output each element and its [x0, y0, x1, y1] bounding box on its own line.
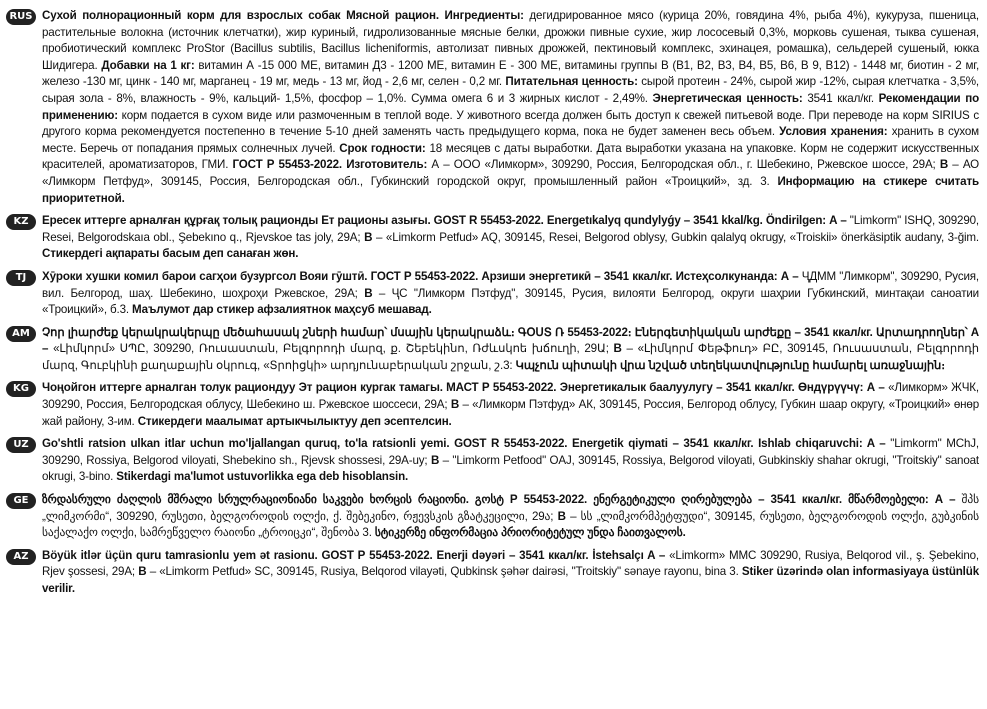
bold-text: В — [364, 286, 373, 300]
body-text: корм подается в сухом виде или размоченным в теплой воде. У животного всегда должен быть доступ к свежей питьевой воде. При переводе на корм SIRIUS с другого корма рекомендуется постепенно в течение 5-10 дней заменять часть предыдущего корма, пока не будет заменен весь объем. — [42, 108, 979, 139]
bold-text: Ересек иттерге арналған құрғақ толық рационды Ет рационы азығы. GOST R 55453-2022. Energetıkalyq qundylyǵy – 3541 kkal/kg. Öndirilgen: А – — [42, 214, 850, 228]
body-text: – АО «Лимкорм Петфуд», 309145, Россия, Белгородская обл., Губкинский городской округ, промышленный район «Троицкий», зд. 3. — [42, 158, 980, 188]
bold-text: სტიკერზე ინფორმაცია პრიორიტეტულ უნდა ჩაითვალოს. — [374, 526, 686, 540]
language-badge: KG — [6, 381, 36, 397]
section-text — [42, 492, 979, 542]
section-tj — [6, 269, 979, 319]
body-text: хранить в сухом месте. Беречь от попадания прямых солнечных лучей. — [42, 125, 980, 155]
language-badge: RUS — [6, 9, 36, 25]
body-text: – სს „ლიმკორმპეტფუდი“, 309145, რუსეთი, ბელგოროდის ოლქი, გუბკინის საქალაქო ოლქი, სამრეწველო რაიონი „ტროიცკი“, შენობა 3. — [42, 509, 980, 540]
bold-text: Böyük itlər üçün quru tamrasionlu yem ət rasionu. GOST Р 55453-2022. Enerji dəyəri – 3541 ккал/кг. İstehsalçı A – — [42, 548, 670, 562]
body-text: А – ООО «Лимкорм», 309290, Россия, Белгородская обл., г. Шебекино, Ржевское шоссе, 29А; — [431, 158, 940, 172]
bold-text: Չոր լիարժեք կերակրակերպը մեծահասակ շների համար՝ մսային կերակրաձև։ ԳՕՍՏ Ռ 55453-2022։ Էներգետիկական արժեքը – 3541 ккал/кг. Արտադրողներ՝ А – — [42, 325, 979, 356]
language-badge: GE — [6, 493, 36, 509]
bold-text: Сухой полнорационный корм для взрослых собак Мясной рацион. Ингредиенты: — [42, 9, 530, 22]
bold-text: B — [138, 565, 147, 579]
section-text — [42, 269, 979, 319]
section-text — [42, 325, 979, 375]
language-badge: KZ — [6, 214, 36, 230]
section-az — [6, 548, 979, 598]
section-rus — [6, 8, 979, 207]
body-text: "Limkorm" MChJ, 309290, Rossiya, Belgorod viloyati, Shebekino sh., Rjevsk shossesi, 29A-uy; — [42, 437, 979, 467]
section-am — [6, 325, 979, 375]
bold-text: B — [613, 342, 622, 356]
body-text: – «Limkorm Petfud» AQ, 309145, Resei, Belgorod oblysy, Gubkin qalalyq okrugy, «Troiskii» önerkäsiptik audany, 3-ğim. — [372, 230, 979, 244]
language-badge: UZ — [6, 437, 36, 453]
section-kz — [6, 213, 979, 263]
bold-text: Условия хранения: — [779, 125, 892, 139]
section-kg — [6, 380, 979, 430]
bold-text: Go'shtli ratsion ulkan itlar uchun mo'ljallangan quruq, to'la ratsionli yemi. GOST R 55453-2022. Energetik qiymati – 3541 ккал/кг. Ishlab chiqaruvchi: A – — [42, 437, 891, 451]
bold-text: ზრდასრული ძაღლის მშრალი სრულრაციონიანი საკვები ხორცის რაციონი. გოსტ Р 55453-2022. ენერგეტიკული ღირებულება – 3541 ккал/кг. მწარმოებელი: А – — [42, 493, 962, 507]
bold-text: Стикердеги маалымат артыкчылыктуу деп эсептелсин. — [137, 414, 452, 428]
bold-text: Stiker üzərində olan informasiyaya üstünlük verilir. — [42, 565, 979, 595]
bold-text: Стикердегі ақпараты басым деп санаған жөн. — [42, 247, 299, 261]
body-text: «Лимкорм» ЖЧК, 309290, Россия, Белгородская облусу, Шебекино ш. Ржевское шоссеси, 29А; — [42, 381, 979, 412]
section-text — [42, 436, 979, 486]
body-text: дегидрированное мясо (курица 20%, говядина 4%, рыба 4%), кукуруза, пшеница, растительные волокна (источник клетчатки), жир куриный, гидролизованные мясные белки, дрожжи пивные сухие, жир лососевый 0,3%, морковь сушеная, тыква сушеная, пробиотический комплекс ProStor (Bacillus subtilis, Bacillus licheniformis, автолизат пивных дрожжей, пектиновый комплекс, эхинацея, ромашка), сельдерей сушеный, юкка Шидигера. — [42, 9, 979, 72]
body-text: – ҶС "Лимкорм Пэтфуд", 309145, Русия, вилояти Белгород, округи шаҳрии Губкинский, минтақаи саноатии «Троицкий», б.3. — [42, 286, 980, 317]
bold-text: В — [557, 509, 566, 523]
bold-text: Информацию на стикере считать приоритетной. — [42, 174, 979, 205]
bold-text: Хӯроки хушки комил барои сагҳои бузургсол Вояи гӯштӣ. ГОСТ Р 55453-2022. Арзиши энергетикӣ – 3541 ккал/кг. Истеҳсолкунанда: А – — [42, 269, 802, 283]
bold-text: B — [364, 230, 373, 244]
section-text — [42, 8, 979, 207]
bold-text: В — [450, 398, 460, 412]
body-text: «Լիմկորմ» ՍՊԸ, 309290, Ռուսաստան, Բելգորոդի մարզ, ք. Շեբեկինո, Ռժևսկոե խճուղի, 29Ա; — [53, 342, 614, 356]
bold-text: ГОСТ Р 55453-2022. Изготовитель: — [232, 158, 432, 172]
body-text: ҶДММ "Лимкорм", 309290, Русия, вил. Белгород, шаҳ. Шебекино, шоҳроҳи Ржевское, 29А; — [42, 269, 979, 300]
section-ge — [6, 492, 979, 542]
body-text: 18 месяцев с даты выработки. Дата выработки указана на упаковке. Корм не содержит искусственных красителей, ароматизаторов, ГМИ. — [42, 141, 979, 172]
body-text: 3541 ккал/кг. — [807, 91, 879, 105]
bold-text: Маълумот дар стикер афзалиятнок маҳсуб мешавад. — [132, 303, 432, 317]
bold-text: Կպչուն պիտակի վրա նշված տեղեկատվությունը համարել առաջնային։ — [515, 358, 945, 372]
body-text: – «Լիմկորմ Փեթֆուդ» ԲԸ, 309145, Ռուսաստան, Բելգորոդի մարզ, Գուբկինի քաղաքային օկրուգ, «Տրոիցկի» արդյունաբերական շրջան, շ.3: — [42, 342, 979, 372]
section-text — [42, 548, 979, 598]
body-text: витамин А -15 000 МЕ, витамин Д3 - 1200 МЕ, витамин Е - 300 МЕ, витамины группы В (В1, В2, В3, В4, В5, В6, В 9, В12) - 1448 мг, биотин - 2 мг, железо -130 мг, цинк - 140 мг, марганец - 19 мг, медь - 13 мг, йод - 2,6 мг, селен - 0,2 мг. — [42, 58, 980, 89]
bold-text: Добавки на 1 кг: — [101, 58, 199, 72]
body-text: – «Лимкорм Пэтфуд» АК, 309145, Россия, Белгород облусу, Губкин шаар округу, «Троицкий» өнөр жай району, 3-им. — [42, 398, 979, 428]
section-text — [42, 380, 979, 430]
bold-text: Энергетическая ценность: — [652, 91, 808, 105]
language-badge: AZ — [6, 549, 36, 565]
body-text: – «Limkorm Petfud» SC, 309145, Rusiya, Belqorod vilayəti, Qubkinsk şəhər dairəsi, "Troitskiy" sənaye rayonu, bina 3. — [146, 565, 742, 579]
body-text: – "Limkorm Petfood" OAJ, 309145, Rossiya, Belgorod viloyati, Gubkinskiy shahar okrugi, "Troitskiy" sanoat okrugi, 3-bino. — [42, 453, 979, 484]
section-uz — [6, 436, 979, 486]
bold-text: В — [939, 158, 949, 172]
section-text — [42, 213, 979, 263]
body-text: «Limkorm» MMC 309290, Rusiya, Belqorod vil., ş. Şebekino, Rjev şossesi, 29A; — [42, 548, 979, 579]
bold-text: Питательная ценность: — [505, 75, 642, 89]
bold-text: Рекомендации по применению: — [42, 91, 980, 122]
language-badge: TJ — [6, 270, 36, 286]
body-text: "Limkorm" ISHQ, 309290, Resei, Belgorodskaıa obl., Şebekıno q., Rjevskoe tas joly, 29A; — [42, 214, 979, 244]
bold-text: Чоңойгон иттерге арналган толук рациондуу Эт рацион кургак тамагы. МАСТ Р 55453-2022. Энергетикалык баалуулугу – 3541 ккал/кг. Өндүрүүчү: А – — [42, 381, 889, 395]
language-badge: AM — [6, 326, 36, 342]
bold-text: B — [430, 453, 440, 467]
bold-text: Срок годности: — [339, 141, 430, 155]
bold-text: Stikerdagi ma'lumot ustuvorlikka ega deb hisoblansin. — [116, 470, 409, 484]
body-text: შპს „ლიმკორმი“, 309290, რუსეთი, ბელგოროდის ოლქი, ქ. შებეკინო, რჟევსკის გზატკეცილი, 29ა; — [42, 493, 979, 523]
body-text: сырой протеин - 24%, сырой жир -12%, сырая клетчатка - 3,5%, сырая зола - 8%, влажность - 9%, кальций- 1,5%, фосфор – 1,0%. Сумма омега 6 и 3 жирных кислот - 2,49%. — [42, 75, 979, 105]
